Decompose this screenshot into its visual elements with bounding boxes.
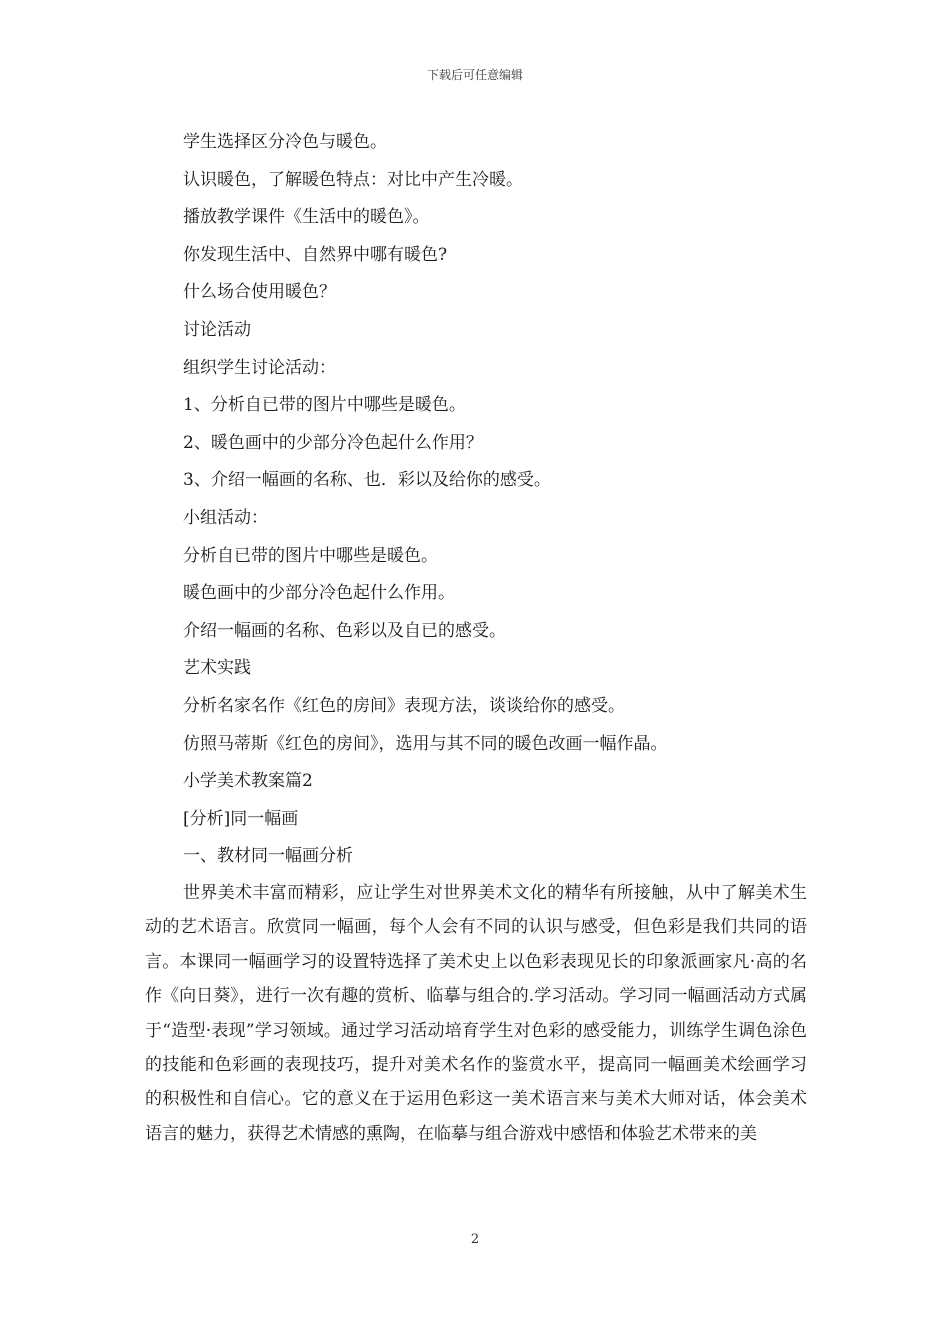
text-line: 认识暖色，了解暖色特点：对比中产生冷暖。 — [183, 169, 523, 190]
text-line: 什么场合使用暖色？ — [183, 282, 336, 303]
text-line: 分析名家名作《红色的房间》表现方法，谈谈给你的感受。 — [183, 695, 625, 716]
text-line: 学生选择区分冷色与暖色。 — [183, 132, 387, 152]
document-body — [145, 124, 807, 1168]
section-heading: [分析]同一幅画 — [183, 808, 299, 829]
list-item: 2、暖色画中的少部分冷色起什么作用？ — [183, 432, 483, 453]
page-number: 2 — [470, 1232, 480, 1247]
page-header: 下载后可任意编辑 — [426, 68, 523, 82]
section-heading: 小学美术教案篇2 — [183, 771, 313, 792]
text-line: 仿照马蒂斯《红色的房间》，选用与其不同的暖色改画一幅作晶。 — [183, 733, 668, 754]
text-line: 暖色画中的少部分冷色起什么作用。 — [183, 583, 455, 604]
text-line: 组织学生讨论活动： — [183, 357, 336, 378]
section-heading: 艺术实践 — [183, 658, 251, 679]
text-line: 介绍一幅画的名称、色彩以及自已的感受。 — [183, 620, 506, 641]
text-line: 分析自已带的图片中哪些是暖色。 — [183, 545, 438, 566]
list-item: 3、介绍一幅画的名称、也．彩以及给你的感受。 — [183, 470, 551, 491]
section-heading: 一、教材同一幅画分析 — [183, 846, 353, 867]
section-heading: 小组活动： — [183, 507, 268, 528]
text-line: 播放教学课件《生活中的暖色》。 — [183, 207, 430, 228]
list-item: 1、分析自已带的图片中哪些是暖色。 — [183, 395, 466, 416]
text-line: 你发现生活中、自然界中哪有暖色? — [183, 244, 448, 265]
body-paragraph: 世界美术丰富而精彩，应让学生对世界美术文化的精华有所接触，从中了解美术生动的艺术语言。欣赏同一幅画，每个人会有不同的认识与感受，但色彩是我们共同的语言。本课同一幅画学习的设置特选择了美术史上以色彩表现见长的印象派画家凡·高的名作《向日葵》，进行一次有趣的赏析、临摹与组合的.学习活动。学习同一幅画活动方式属于“造型·表现”学习领域。通过学习活动培育学生对色彩的感受能力，训练学生调色涂色的技能和色彩画的表现技巧，提升对美术名作的鉴赏水平，提高同一幅画美术绘画学习的积极性和自信心。它的意义在于运用色彩这一美术语言来与美术大师对话，体会美术语言的魅力，获得艺术情感的熏陶，在临摹与组合游戏中感悟和体验艺术带来的美 — [145, 882, 807, 1144]
section-heading: 讨论活动 — [183, 319, 251, 340]
